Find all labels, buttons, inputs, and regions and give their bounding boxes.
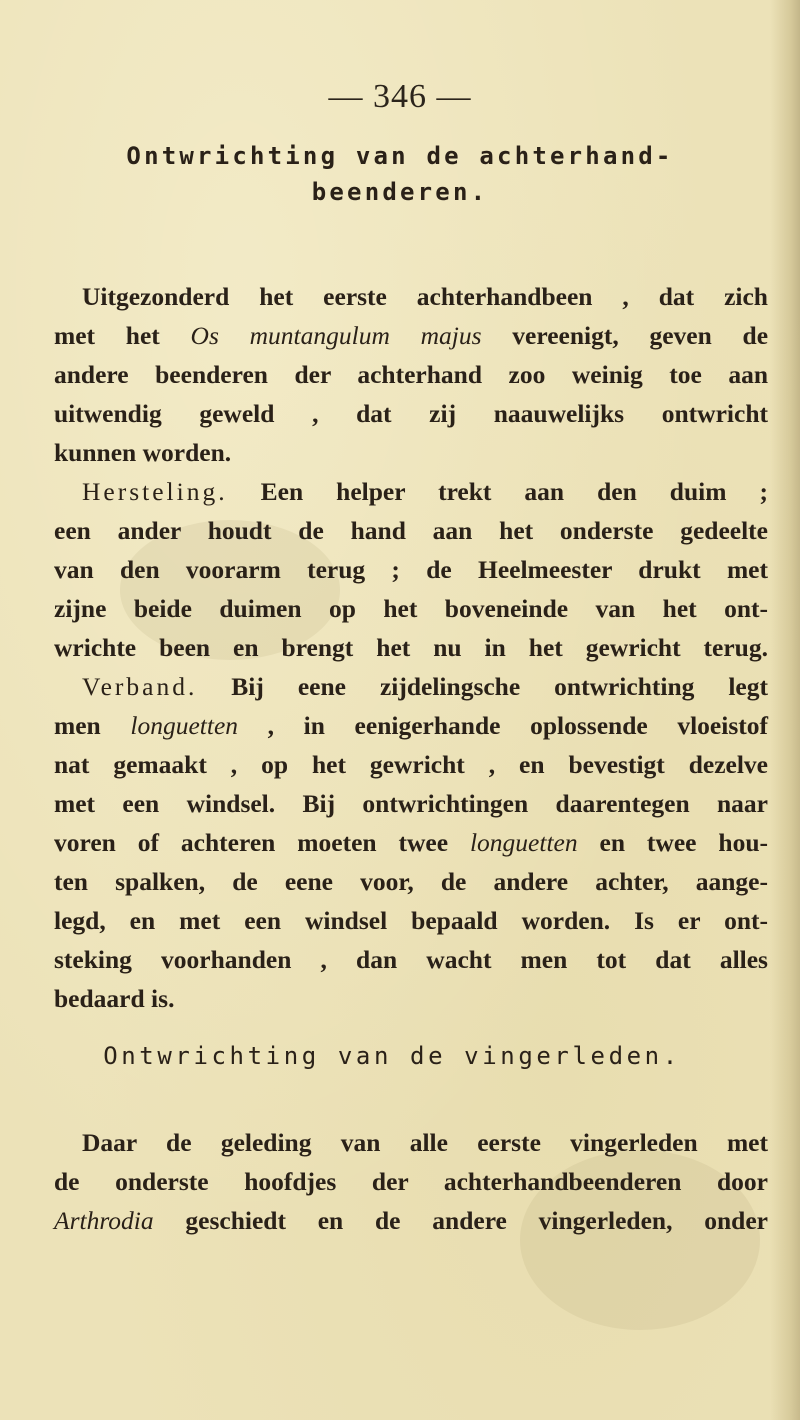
term-italic: longuetten <box>130 711 239 740</box>
text-line: zijne beide duimen op het boveneinde van het ont- <box>54 594 768 623</box>
text-line <box>82 672 768 702</box>
latin-term: Os muntangulum majus <box>190 321 482 350</box>
text-span: men <box>54 711 131 740</box>
text-line: ten spalken, de eene voor, de andere achter, aange- <box>54 867 768 896</box>
text-line: de onderste hoofdjes der achterhandbeenderen door <box>54 1167 768 1196</box>
text-span: met het <box>54 321 191 350</box>
text-line: steking voorhanden , dan wacht men tot dat alles <box>54 945 768 974</box>
text-span: , in eenigerhande oplossende vloeistof <box>238 711 768 740</box>
section-heading: Ontwrichting van de vingerleden. <box>103 1042 681 1070</box>
section-heading-line1: Ontwrichting van de achterhand- <box>126 142 674 170</box>
paragraph-label: Verband. <box>82 672 198 701</box>
latin-term: Arthrodia <box>54 1206 154 1235</box>
text-span: vereenigt, geven de <box>481 321 769 350</box>
text-line: wrichte been en brengt het nu in het gewricht terug. <box>54 633 768 662</box>
text-span: Bij eene zijdelingsche ontwrichting legt <box>197 672 768 701</box>
text-line <box>54 321 768 351</box>
text-span: Een helper trekt aan den duim ; <box>227 477 768 506</box>
text-line: een ander houdt de hand aan het onderste gedeelte <box>54 516 768 545</box>
text-line: bedaard is. <box>54 984 175 1013</box>
text-line: kunnen worden. <box>54 438 232 467</box>
text-line <box>82 477 768 507</box>
text-line: Daar de geleding van alle eerste vingerleden met <box>82 1128 768 1157</box>
text-span: en twee hou- <box>577 828 768 857</box>
text-line: van den voorarm terug ; de Heelmeester drukt met <box>54 555 768 584</box>
term-italic: longuetten <box>469 828 578 857</box>
text-line: met een windsel. Bij ontwrichtingen daarentegen naar <box>54 789 768 818</box>
text-line: nat gemaakt , op het gewricht , en bevestigt dezelve <box>54 750 768 779</box>
page-number: — 346 — <box>328 78 472 115</box>
text-line <box>54 711 768 741</box>
text-span: geschiedt en de andere vingerleden, onder <box>153 1206 768 1235</box>
text-line: uitwendig geweld , dat zij naauwelijks ontwricht <box>54 399 768 428</box>
text-line: legd, en met een windsel bepaald worden. Is er ont- <box>54 906 768 935</box>
text-span: voren of achteren moeten twee <box>54 828 470 857</box>
text-line <box>54 1206 768 1236</box>
section-heading-line2: beenderen. <box>311 178 489 206</box>
text-line <box>54 828 768 858</box>
text-line: Uitgezonderd het eerste achterhandbeen , dat zich <box>82 282 768 311</box>
paragraph-label: Hersteling. <box>82 477 228 506</box>
text-line: andere beenderen der achterhand zoo weinig toe aan <box>54 360 768 389</box>
